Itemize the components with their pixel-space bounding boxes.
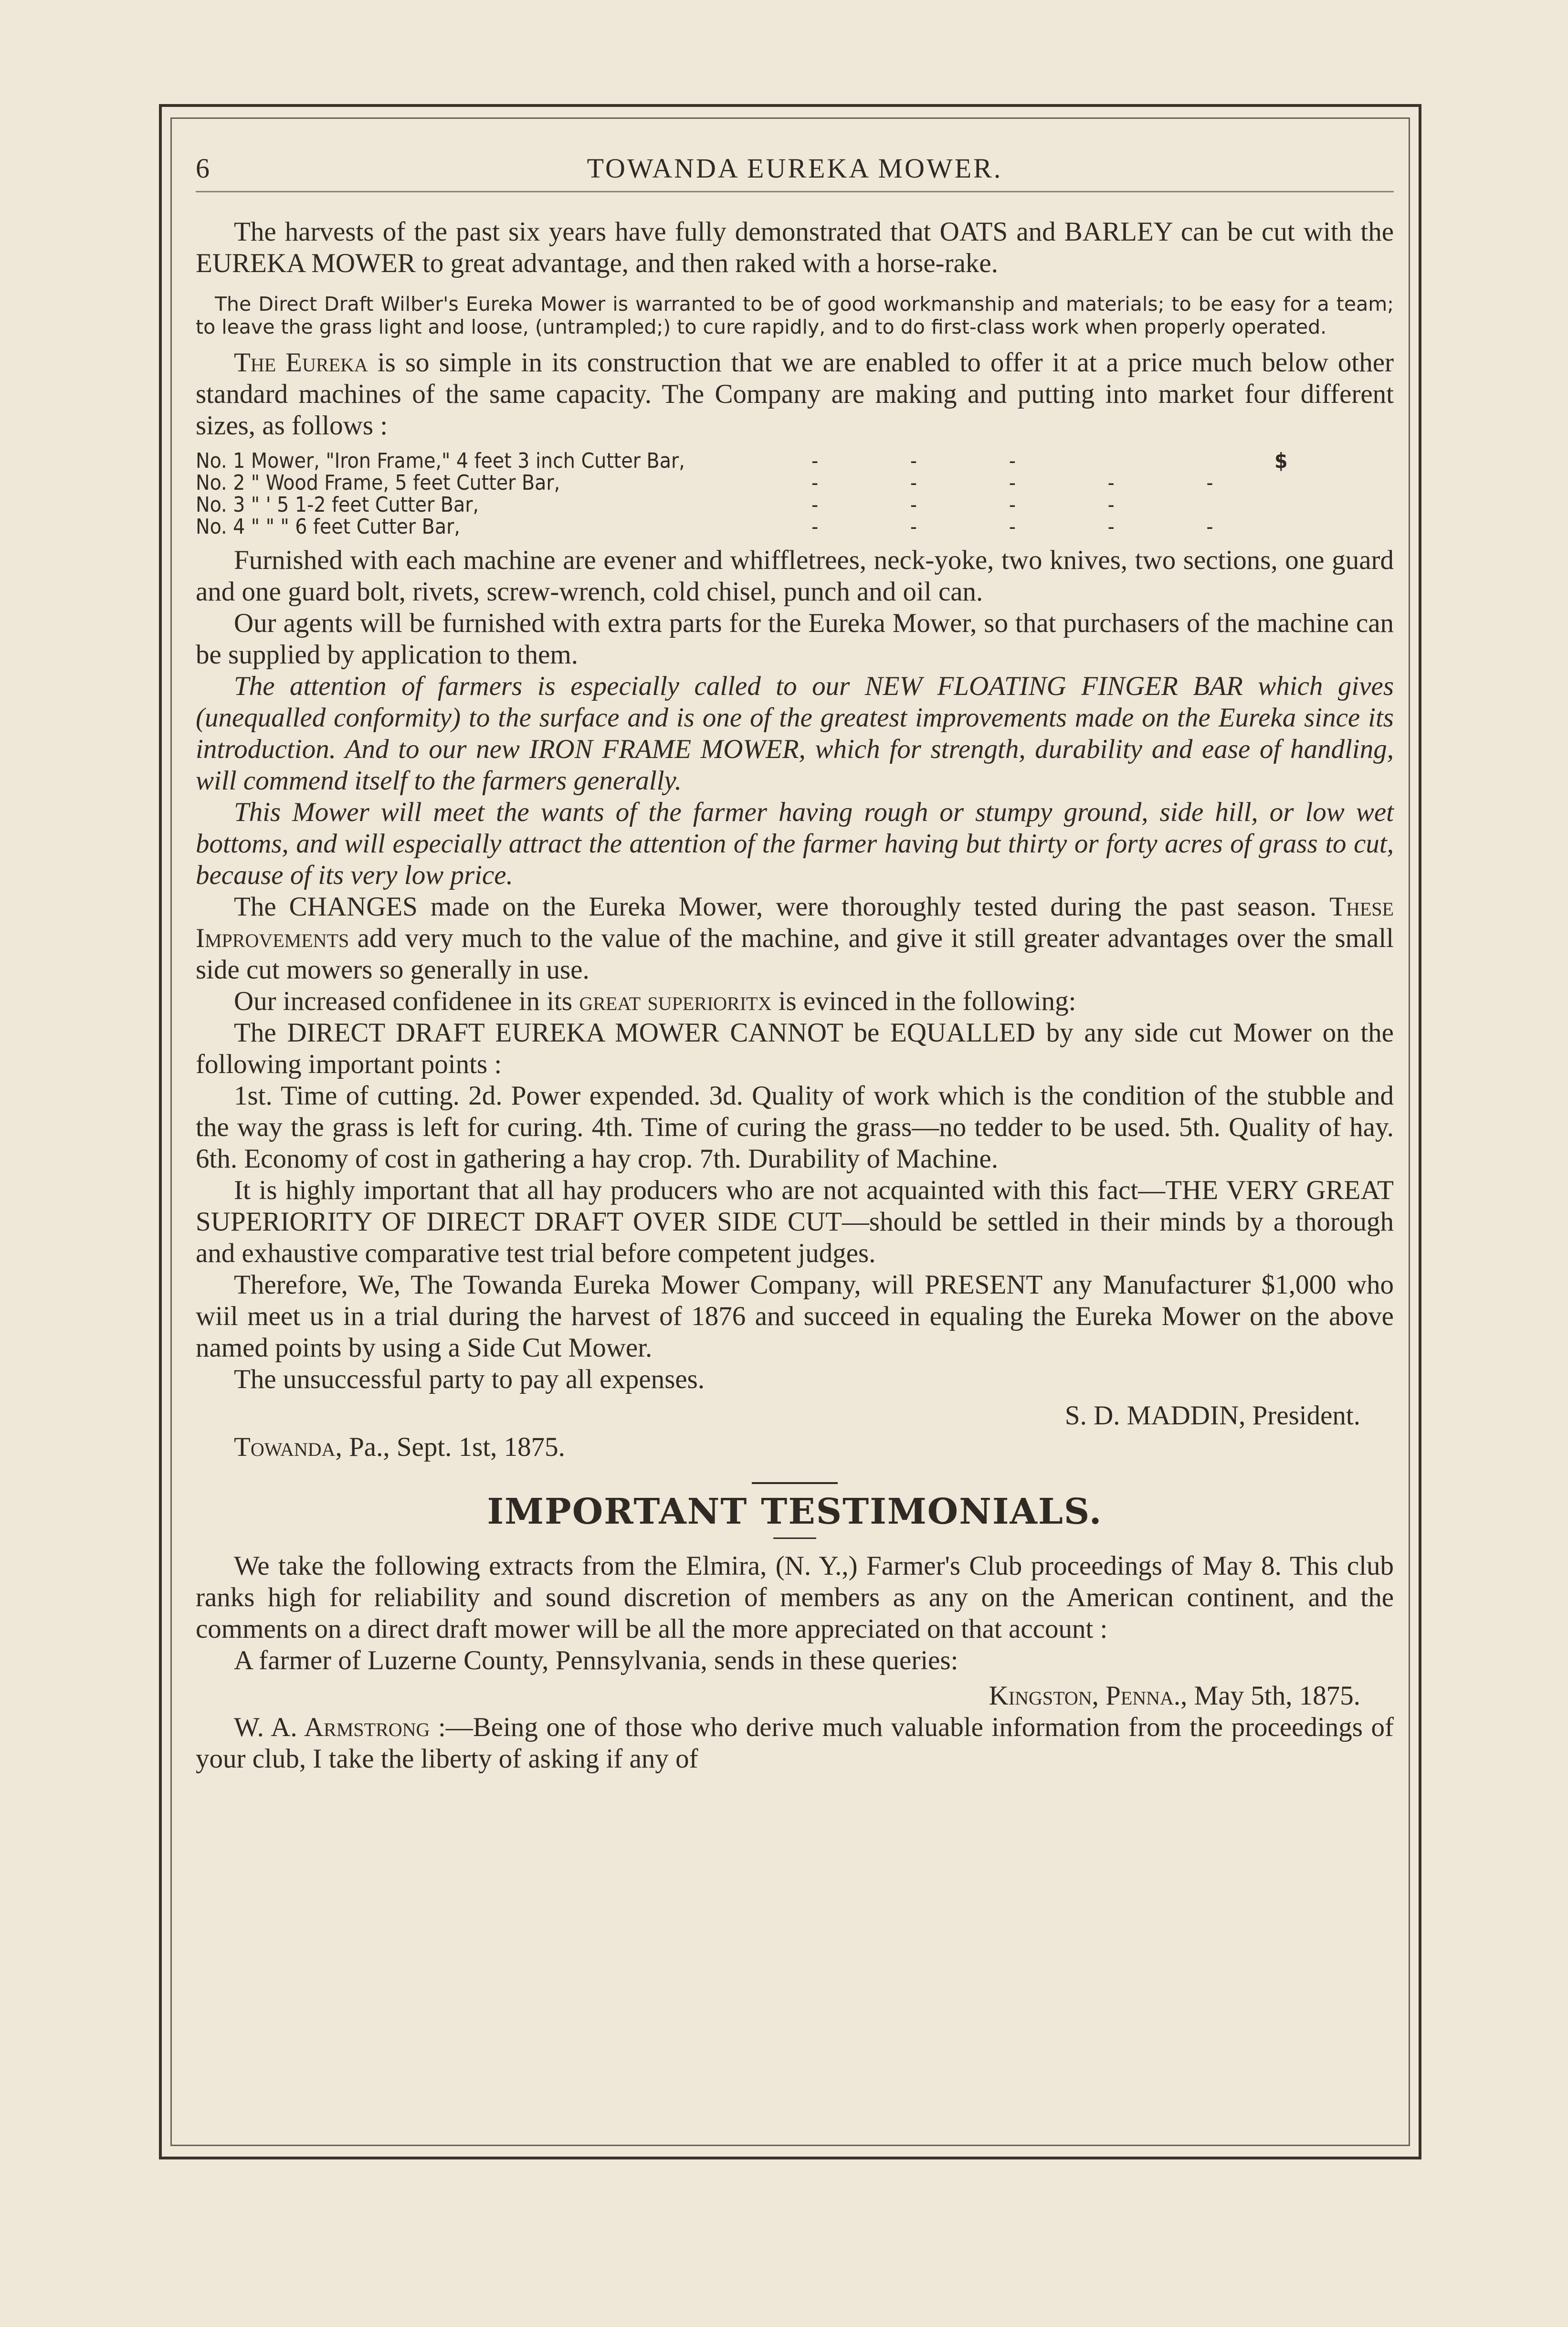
paragraph-changes-text-a: The CHANGES made on the Eureka Mower, were thoroughly tested during the past season. — [234, 892, 1330, 922]
paragraph-changes — [196, 891, 1394, 986]
section-divider — [752, 1482, 838, 1484]
paragraph-challenge: Therefore, We, The Towanda Eureka Mower Company, will PRESENT any Manufacturer $1,000 who wiil meet us in a trial during the harvest of 1876 and succeed in equaling the Eureka Mower on the above named points by using a Side Cut Mower. — [196, 1270, 1394, 1363]
dateline-date: , May 5th, 1875. — [1180, 1681, 1360, 1711]
page-content — [196, 138, 1394, 1775]
paragraph-points-list: 1st. Time of cutting. 2d. Power expended. 3d. Quality of work which is the condition of the stubble and the way the grass is left for curing. 4th. Time of curing the grass—no tedder to be used. 5th. Quality of hay. 6th. Economy of cost in gathering a hay crop. 7th. Durability of Machine. — [196, 1081, 1394, 1174]
date-text: , Pa., Sept. 1st, 1875. — [335, 1432, 565, 1462]
size-label: No. 1 Mower, "Iron Frame," 4 feet 3 inch Cutter Bar, — [196, 449, 685, 473]
letter-text — [196, 1712, 1394, 1775]
page-number: 6 — [196, 153, 211, 184]
section-title: IMPORTANT TESTIMONIALS. — [487, 1491, 1103, 1532]
paragraph-oats-barley: The harvests of the past six years have fully demonstrated that OATS and BARLEY can be cut with the EUREKA MOWER to great advantage, and then raked with a horse-rake. — [196, 217, 1394, 278]
size-leader-dots: - - - - - — [811, 471, 1256, 495]
size-label: No. 4 " " " 6 feet Cutter Bar, — [196, 515, 460, 539]
size-leader-dots: - - - - — [811, 493, 1158, 517]
size-row — [196, 450, 1394, 472]
letter-dateline — [196, 1680, 1360, 1712]
paragraph-expenses: The unsuccessful party to pay all expenses. — [234, 1364, 705, 1394]
section-title-rule — [773, 1537, 816, 1539]
warranty-paragraph: The Direct Draft Wilber's Eureka Mower is warranted to be of good workmanship and materials; to be easy for a team; to leave the grass light and loose, (untrampled;) to cure rapidly, and to do first-class work when properly operated. — [196, 293, 1394, 338]
paragraph-confidence-text-b: is evinced in the following: — [771, 986, 1076, 1016]
size-leader-dots: - - - - - — [811, 515, 1256, 539]
letter-name: W. A. Armstrong — [234, 1712, 430, 1742]
signature: S. D. MADDIN, President. — [1064, 1400, 1360, 1431]
testimonial-intro: We take the following extracts from the Elmira, (N. Y.,) Farmer's Club proceedings of May 8. This club ranks high for reliability and sound discretion of members as any on the American continent, and the comments on a direct draft mower will be all the more appreciated on that account : — [196, 1551, 1394, 1644]
improvements-smallcaps: These Improvements — [196, 892, 1394, 953]
size-label: No. 2 " Wood Frame, 5 feet Cutter Bar, — [196, 471, 560, 495]
size-leader-dots: - - - — [811, 449, 1059, 473]
paragraph-rough-ground: This Mower will meet the wants of the farmer having rough or stumpy ground, side hill, or low wet bottoms, and will especially attract the attention of the farmer having but thirty or forty acres of grass to cut, because of its very low price. — [196, 797, 1394, 890]
paragraph-confidence-text-a: Our increased confidenee in its — [234, 986, 579, 1016]
paragraph-agents: Our agents will be furnished with extra parts for the Eureka Mower, so that purchasers of the machine can be supplied by application to them. — [196, 608, 1394, 670]
size-row — [196, 494, 1394, 516]
place-date — [196, 1432, 1394, 1463]
letter-body: :—Being one of those who derive much valuable information from the proceedings of your club, I take the liberty of asking if any of — [196, 1712, 1394, 1774]
eureka-smallcaps: The Eureka — [234, 347, 368, 378]
paragraph-superiority: It is highly important that all hay producers who are not acquainted with this fact—THE VERY GREAT SUPERIORITY OF DIRECT DRAFT OVER SIDE CUT—should be settled in their minds by a thorough and exhaustive comparative test trial before competent judges. — [196, 1175, 1394, 1268]
sizes-table — [196, 450, 1394, 538]
size-row — [196, 472, 1394, 494]
superiority-smallcaps: great superioritx — [579, 986, 772, 1016]
paragraph-construction — [196, 347, 1394, 442]
running-title: TOWANDA EUREKA MOWER. — [587, 153, 1003, 184]
paragraph-furnished: Furnished with each machine are evener and whiffletrees, neck-yoke, two knives, two sections, one guard and one guard bolt, rivets, screw-wrench, cold chisel, punch and oil can. — [196, 545, 1394, 607]
dateline-place: Kingston, Penna. — [989, 1681, 1181, 1711]
paragraph-construction-text: is so simple in its construction that we are enabled to offer it at a price much below other standard machines of the same capacity. The Company are making and putting into market four different sizes, as follows : — [196, 347, 1394, 441]
header-rule — [196, 191, 1394, 192]
place-smallcaps: Towanda — [234, 1432, 336, 1462]
paragraph-cannot-be-equalled: The DIRECT DRAFT EUREKA MOWER CANNOT be EQUALLED by any side cut Mower on the following important points : — [196, 1018, 1394, 1079]
paragraph-floating-finger-bar: The attention of farmers is especially called to our NEW FLOATING FINGER BAR which gives (unequalled conformity) to the surface and is one of the greatest improvements made on the Eureka since its introduction. And to our new IRON FRAME MOWER, which for strength, durability and ease of handling, will commend itself to the farmers generally. — [196, 671, 1394, 796]
query-intro: A farmer of Luzerne County, Pennsylvania, sends in these queries: — [234, 1645, 958, 1675]
size-label: No. 3 " ' 5 1-2 feet Cutter Bar, — [196, 493, 479, 517]
size-price: $ — [1274, 449, 1288, 473]
paragraph-confidence — [196, 986, 1394, 1017]
size-row — [196, 516, 1394, 538]
paragraph-changes-text-b: add very much to the value of the machine, and give it still greater advantages over the small side cut mowers so generally in use. — [196, 923, 1394, 985]
page-header — [196, 138, 1394, 191]
